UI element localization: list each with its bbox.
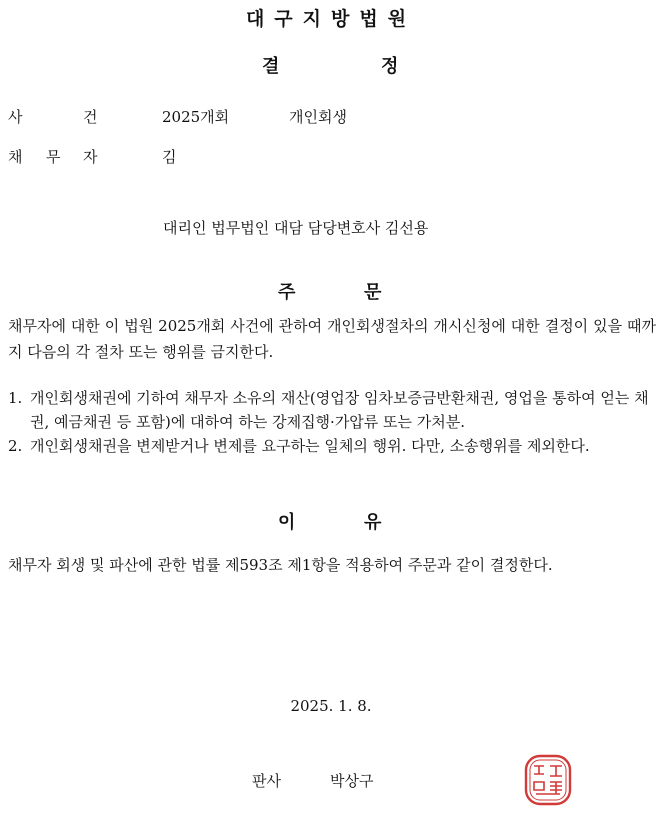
list-item-text: 개인회생채권에 기하여 채무자 소유의 재산(영업장 임차보증금반환채권, 영업을 통하여 얻는 채권, 예금채권 등 포함)에 대하여 하는 강제집행·가압류 또는 가처분. <box>30 389 649 431</box>
list-item <box>8 386 656 434</box>
decision-date: 2025. 1. 8. <box>290 697 372 715</box>
judge-title: 판사 <box>252 772 281 790</box>
case-number: 2025개회 <box>162 108 230 126</box>
list-item-number: 1. <box>8 389 23 407</box>
order-heading-right: 문 <box>364 282 382 303</box>
case-type: 개인회생 <box>289 108 347 126</box>
judge-name: 박상구 <box>330 772 374 790</box>
debtor-name: 김 <box>162 148 177 166</box>
reason-text: 채무자 회생 및 파산에 관한 법률 제593조 제1항을 적용하여 주문과 같이 결정한다. <box>8 556 553 574</box>
agent-line: 대리인 법무법인 대담 담당변호사 김선용 <box>163 219 429 237</box>
court-seal-icon <box>522 752 574 808</box>
list-item-text: 개인회생채권을 변제받거나 변제를 요구하는 일체의 행위. 다만, 소송행위를 제외한다. <box>30 437 590 455</box>
prohibited-items-list <box>8 386 656 458</box>
court-name: 대구지방법원 <box>245 8 417 30</box>
list-item <box>8 434 656 458</box>
document-title-right: 정 <box>381 56 399 77</box>
list-item-number: 2. <box>8 437 23 455</box>
document-title-left: 결 <box>262 56 280 77</box>
reason-heading-right: 유 <box>364 512 382 533</box>
order-heading-left: 주 <box>278 282 296 303</box>
order-text: 채무자에 대한 이 법원 2025개회 사건에 관하여 개인회생절차의 개시신청에 대한 결정이 있을 때까지 다음의 각 절차 또는 행위를 금지한다. <box>8 317 656 361</box>
reason-heading-left: 이 <box>278 512 296 533</box>
